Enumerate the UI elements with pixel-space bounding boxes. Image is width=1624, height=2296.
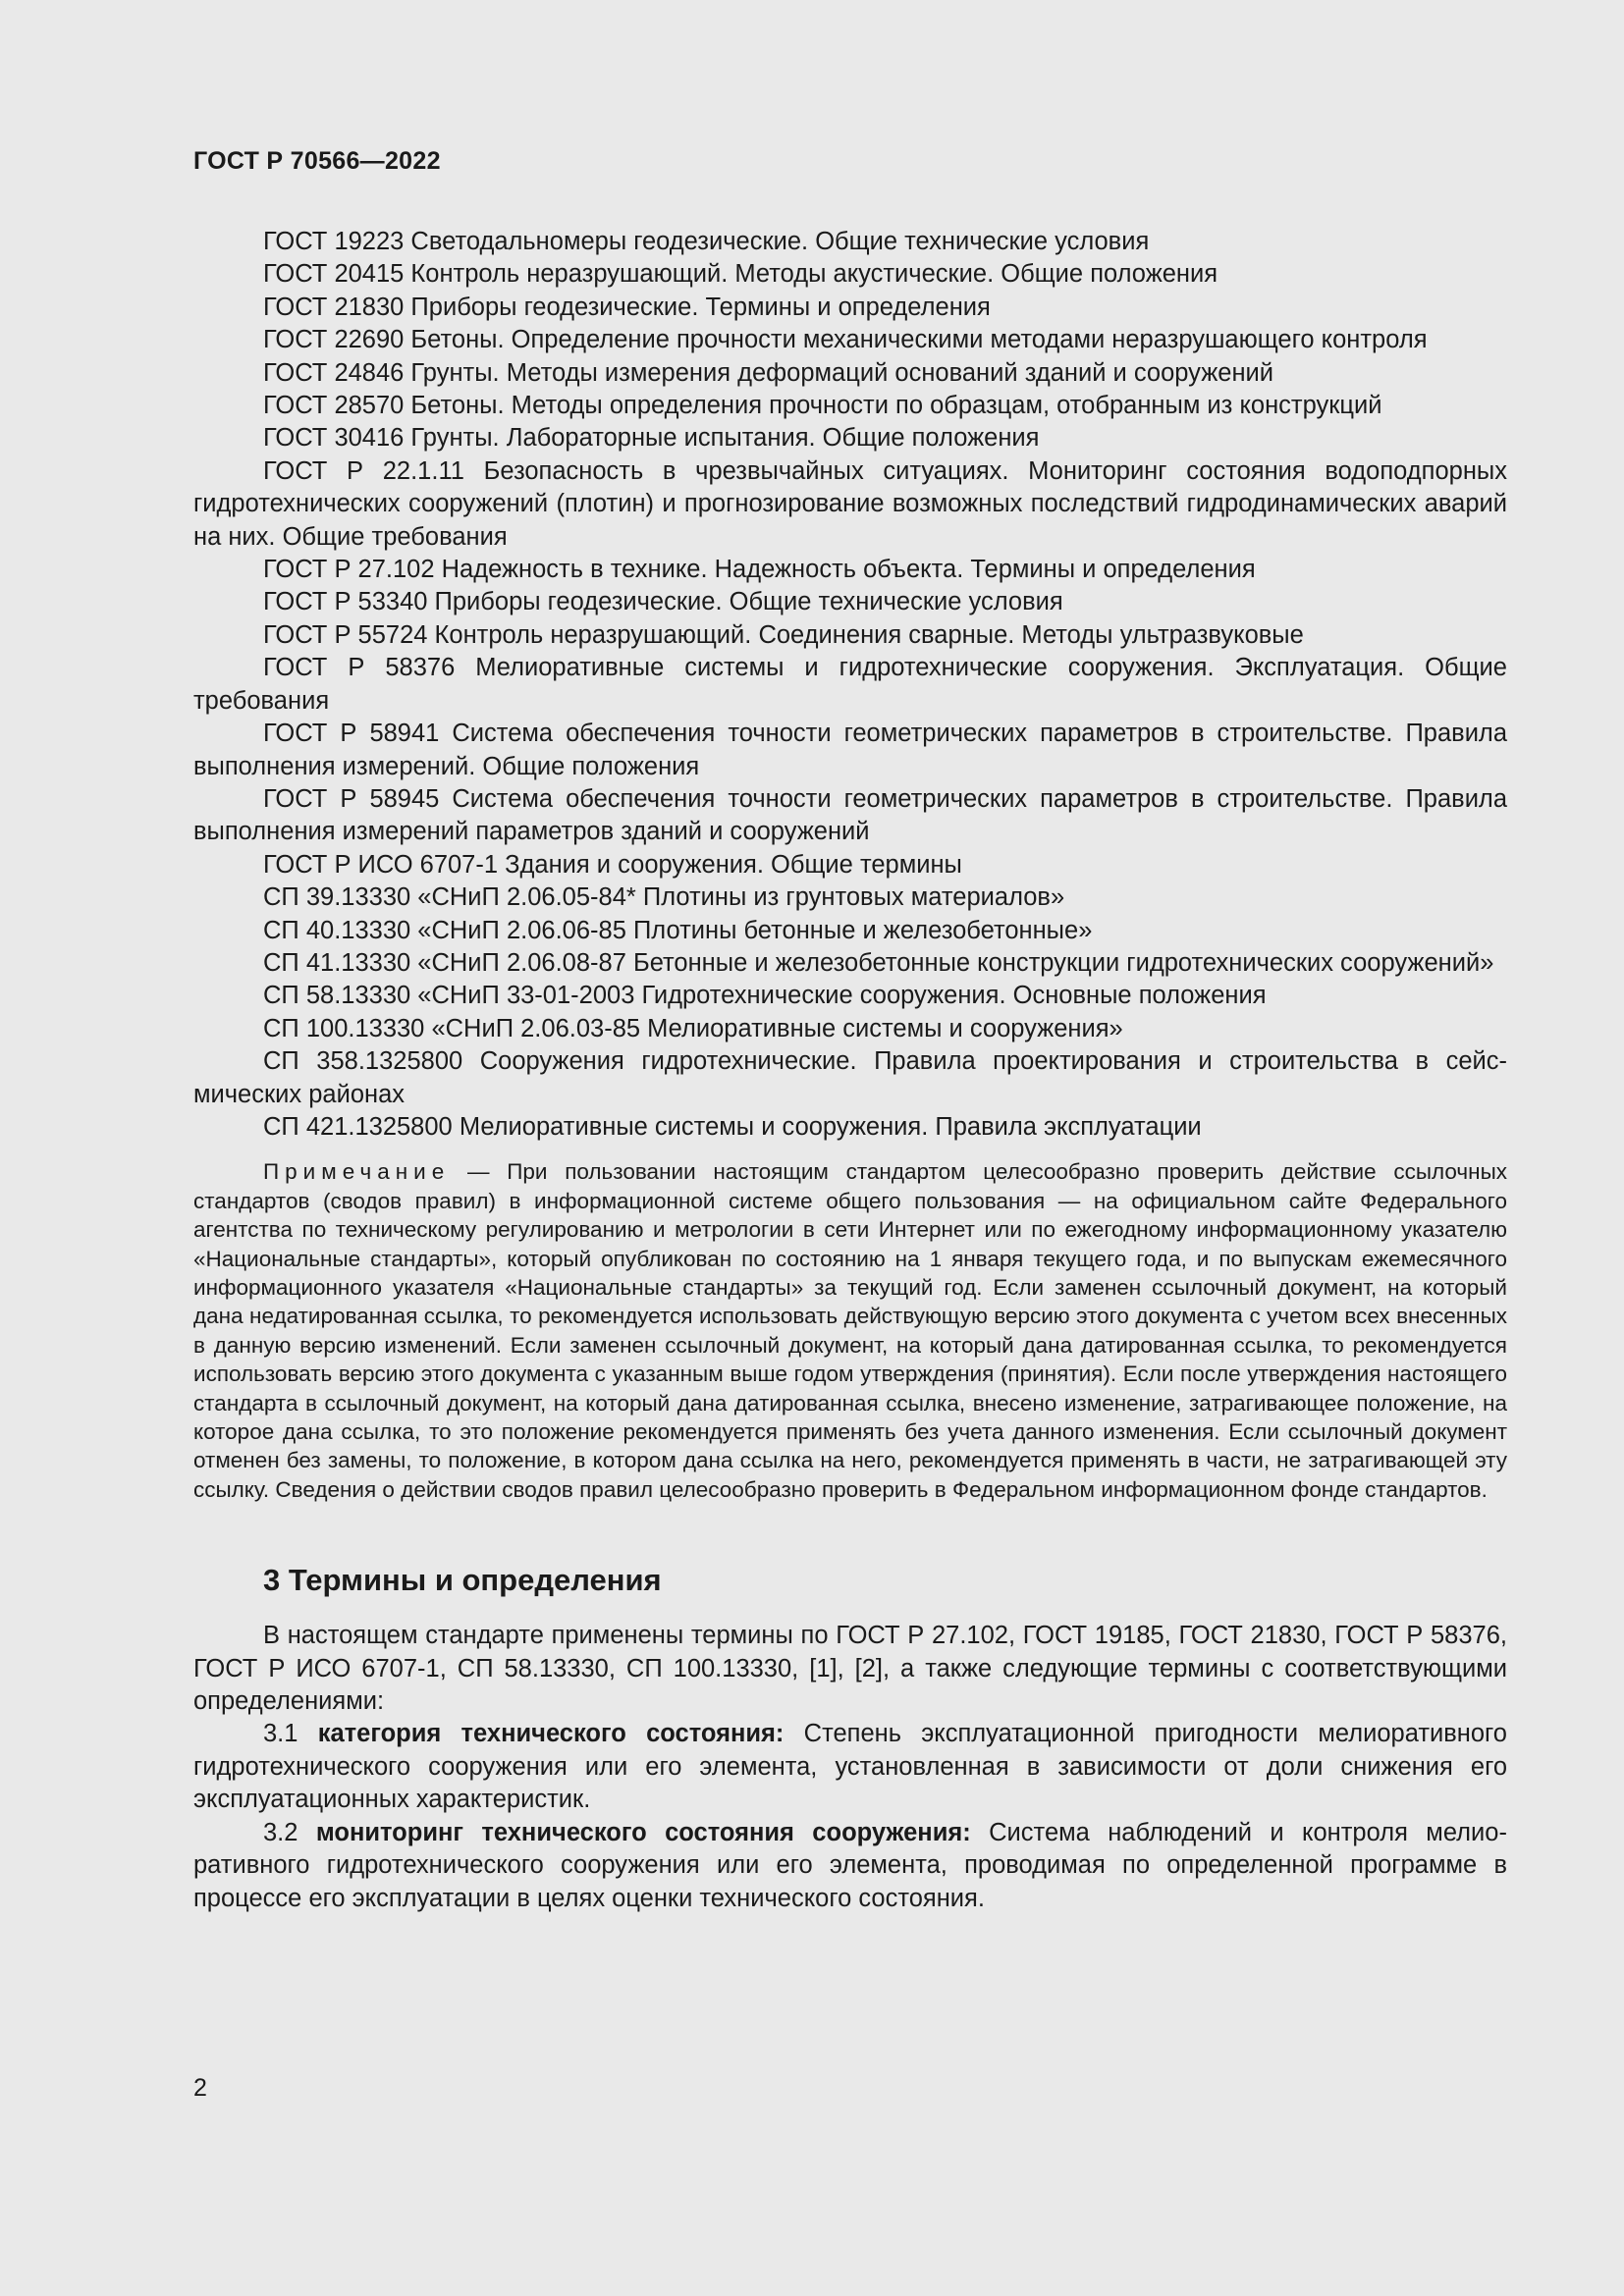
note-text: — При пользовании настоящим стандартом целесообразно проверить действие ссылочных стандартов (сводов правил) в информационной системе общего пользования — на официальном сайте Федерального агентства по техническому регулированию и метрологии в сети Интернет или по ежегодному информационному указателю «Национальные стандарты», который опубликован по состоянию на 1 января текущего года, и по выпускам ежемесячного информационного указателя «Национальные стандарты» за текущий год. Если заменен ссылочный документ, на который дана недатированная ссылка, то рекомендуется использовать действующую версию этого документа с учетом всех внесенных в данную версию изменений. Если заменен ссылочный документ, на который дана датированная ссылка, то рекомендуется использовать версию этого документа с указанным выше годом утверждения (принятия). Если после утверждения настоящего стандарта в ссылочный документ, на который дана датированная ссылка, внесено изменение, затрагивающее положение, на которое дана ссылка, то это положение рекомендуется применять без учета данного изменения. Если ссылочный документ отменен без замены, то положение, в котором дана ссылка на него, рекомендуется применять в части, не затрагивающей эту ссылку. Сведения о действии сводов правил целесообразно проверить в Федеральном информационном фонде стандартов.	[193, 1159, 1507, 1502]
note-label: Примечание	[263, 1159, 451, 1185]
term-definition: Степень эксплуатационной пригодности мелиоративного гидротехнического сооружения или его элемента, установленная в зависимости от доли снижения его эксплуатационных характеристик.	[193, 1720, 1507, 1814]
term-number: 3.1	[263, 1720, 298, 1748]
reference-item: ГОСТ Р ИСО 6707-1 Здания и сооружения. Общие термины	[263, 850, 962, 879]
term-entry	[193, 1718, 1507, 1816]
reference-item: ГОСТ Р 53340 Приборы геодезические. Общие технические условия	[263, 588, 1063, 616]
reference-item: ГОСТ 21830 Приборы геодезические. Термины и определения	[263, 293, 991, 321]
section-body	[193, 1620, 1507, 1915]
reference-item: СП 40.13330 «СНиП 2.06.06-85 Плотины бетонные и железобетонные»	[263, 916, 1093, 944]
reference-item: СП 58.13330 «СНиП 33-01-2003 Гидротехнические сооружения. Основные положения	[263, 982, 1267, 1010]
term-definition: Система наблюдений и контроля мелиоративного гидротехнического сооружения или его элемента, проводимая по определенной программе в процессе его эксплуатации в целях оценки технического состояния.	[193, 1818, 1507, 1912]
reference-item: ГОСТ 28570 Бетоны. Методы определения прочности по образцам, отобранным из конструкций	[263, 392, 1382, 420]
reference-item: ГОСТ Р 27.102 Надежность в технике. Надежность объекта. Термины и определения	[263, 556, 1256, 584]
reference-item: ГОСТ 24846 Грунты. Методы измерения деформаций оснований зданий и сооружений	[263, 358, 1274, 387]
reference-item: СП 358.1325800 Сооружения гидротехнические. Правила проектирования и строительства в сейсмических районах	[193, 1047, 1507, 1108]
reference-item: СП 421.1325800 Мелиоративные системы и сооружения. Правила эксплуатации	[263, 1112, 1202, 1141]
reference-item: СП 100.13330 «СНиП 2.06.03-85 Мелиоративные системы и сооружения»	[263, 1014, 1123, 1042]
section-intro: В настоящем стандарте применены термины по ГОСТ Р 27.102, ГОСТ 19185, ГОСТ 21830, ГОСТ Р 58376, ГОСТ Р ИСО 6707-1, СП 58.13330, СП 100.13330, [1], [2], а также следующие термины с соответствующими определениями:	[193, 1622, 1507, 1716]
document-header: ГОСТ Р 70566—2022	[193, 147, 441, 175]
reference-item: ГОСТ Р 58376 Мелиоративные системы и гидротехнические сооружения. Эксплуатация. Общие требования	[193, 654, 1507, 715]
note-paragraph	[193, 1157, 1507, 1504]
term-name: категория технического состояния:	[317, 1720, 785, 1748]
reference-item: ГОСТ Р 58945 Система обеспечения точности геометрических параметров в строительстве. Правила выполнения измерений параметров зданий и сооружений	[193, 784, 1507, 846]
references-list	[193, 226, 1507, 1144]
page-number: 2	[193, 2074, 207, 2102]
reference-item: ГОСТ Р 55724 Контроль неразрушающий. Соединения сварные. Методы ультразвуковые	[263, 620, 1304, 649]
reference-item: ГОСТ Р 58941 Система обеспечения точности геометрических параметров в строительстве. Правила выполнения измерений. Общие положения	[193, 720, 1507, 780]
term-entry	[193, 1817, 1507, 1915]
reference-item: ГОСТ Р 22.1.11 Безопасность в чрезвычайных ситуациях. Мониторинг состояния водоподпорных гидротехнических сооружений (плотин) и прогнозирование возможных последствий гидродинамических аварий на них. Общие требования	[193, 456, 1507, 551]
reference-item: ГОСТ 19223 Светодальномеры геодезические. Общие технические условия	[263, 228, 1150, 255]
reference-item: ГОСТ 30416 Грунты. Лабораторные испытания. Общие положения	[263, 424, 1040, 453]
reference-item: ГОСТ 20415 Контроль неразрушающий. Методы акустические. Общие положения	[263, 260, 1218, 289]
reference-item: ГОСТ 22690 Бетоны. Определение прочности механическими методами неразрушающего контроля	[263, 326, 1428, 354]
reference-item: СП 41.13330 «СНиП 2.06.08-87 Бетонные и железобетонные конструкции гидротехнических сооружений»	[263, 948, 1494, 977]
section-title: 3 Термины и определения	[263, 1563, 662, 1598]
reference-item: СП 39.13330 «СНиП 2.06.05-84* Плотины из грунтовых материалов»	[263, 883, 1065, 912]
page-content	[193, 226, 1507, 1915]
term-number: 3.2	[263, 1818, 298, 1846]
term-name: мониторинг технического состояния сооружения:	[315, 1818, 971, 1846]
